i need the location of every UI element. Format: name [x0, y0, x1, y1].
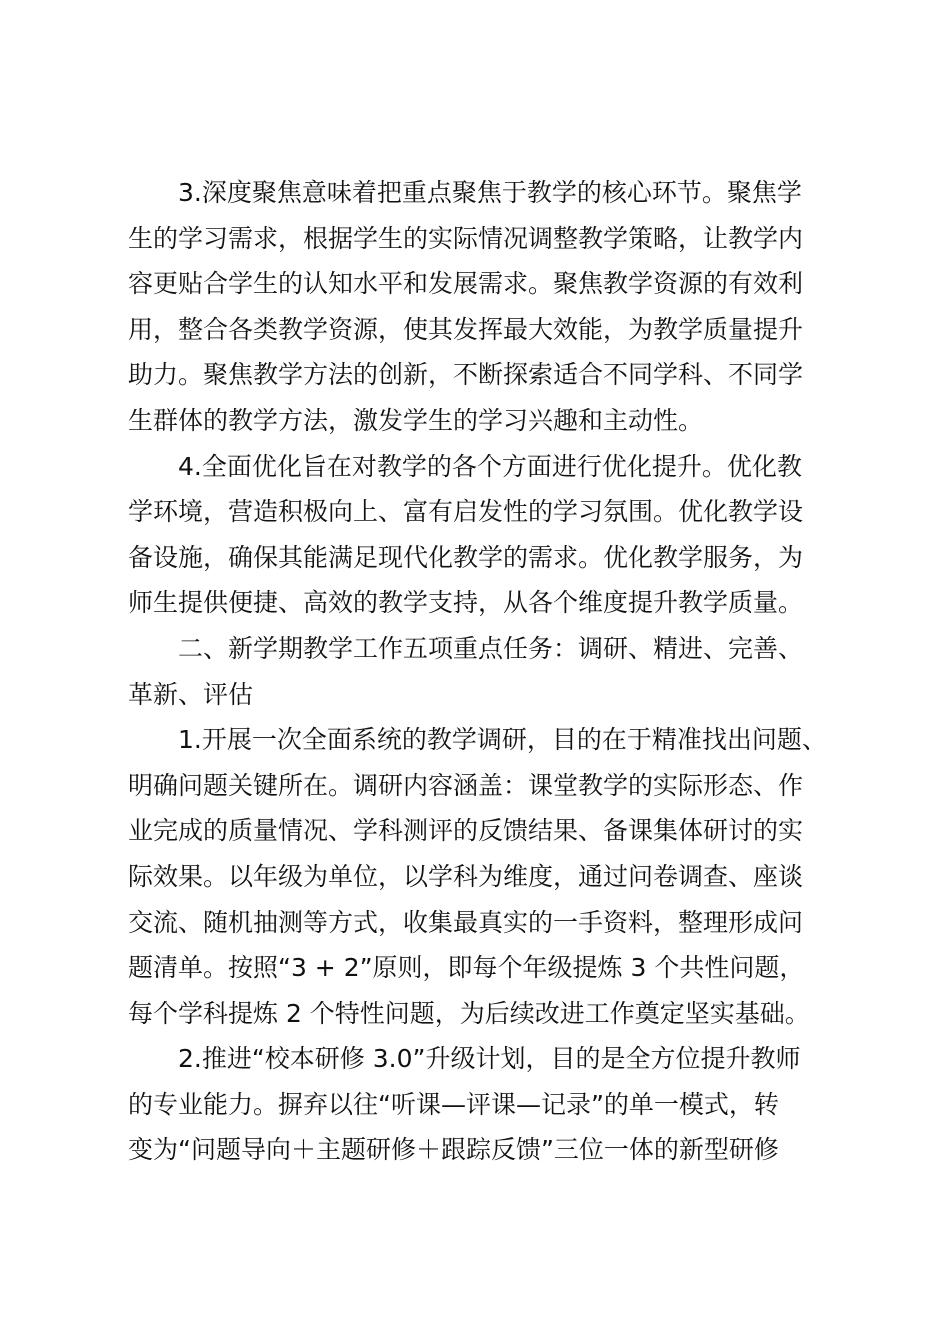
- text-line: 4.全面优化旨在对教学的各个方面进行优化提升。优化教: [178, 451, 802, 481]
- text-line: 备设施，确保其能满足现代化教学的需求。优化教学服务，为: [128, 542, 804, 572]
- text-line: 际效果。以年级为单位，以学科为维度，通过问卷调查、座谈: [128, 861, 804, 891]
- text-line: 2.推进“校本研修 3.0”升级计划，目的是全方位提升教师: [178, 1044, 801, 1074]
- document-body: [128, 170, 834, 1173]
- text-line: 1.开展一次全面系统的教学调研，目的在于精准找出问题、: [178, 725, 827, 755]
- text-line: 师生提供便捷、高效的教学支持，从各个维度提升教学质量。: [128, 588, 804, 618]
- text-line: 每个学科提炼 2 个特性问题，为后续改进工作奠定坚实基础。: [128, 998, 810, 1028]
- text-line: 变为“问题导向＋主题研修＋跟踪反馈”三位一体的新型研修: [128, 1135, 779, 1165]
- text-line: 3.深度聚焦意味着把重点聚焦于教学的核心环节。聚焦学: [178, 178, 802, 207]
- text-line: 助力。聚焦教学方法的创新，不断探索适合不同学科、不同学: [128, 360, 804, 390]
- text-line: 业完成的质量情况、学科测评的反馈结果、备课集体研讨的实: [128, 816, 804, 846]
- text-line: 二、新学期教学工作五项重点任务：调研、精进、完善、: [178, 633, 804, 663]
- text-line: 生的学习需求，根据学生的实际情况调整教学策略，让教学内: [128, 223, 804, 253]
- section-heading-tasks: [128, 626, 834, 717]
- text-line: 用，整合各类教学资源，使其发挥最大效能，为教学质量提升: [128, 314, 804, 344]
- text-line: 的专业能力。摒弃以往“听课—评课—记录”的单一模式，转: [128, 1089, 779, 1119]
- text-line: 学环境，营造积极向上、富有启发性的学习氛围。优化教学设: [128, 497, 804, 527]
- paragraph-task-training: [128, 1036, 834, 1173]
- paragraph-full-optimization: [128, 444, 834, 626]
- text-line: 交流、随机抽测等方式，收集最真实的一手资料，整理形成问: [128, 907, 804, 937]
- text-line: 题清单。按照“3 + 2”原则，即每个年级提炼 3 个共性问题，: [128, 953, 805, 983]
- text-line: 容更贴合学生的认知水平和发展需求。聚焦教学资源的有效利: [128, 269, 804, 299]
- paragraph-deep-focus: [128, 170, 834, 444]
- text-line: 明确问题关键所在。调研内容涵盖：课堂教学的实际形态、作: [128, 770, 804, 800]
- text-line: 生群体的教学方法，激发学生的学习兴趣和主动性。: [128, 405, 704, 435]
- text-line: 革新、评估: [128, 679, 254, 709]
- paragraph-task-research: [128, 717, 834, 1036]
